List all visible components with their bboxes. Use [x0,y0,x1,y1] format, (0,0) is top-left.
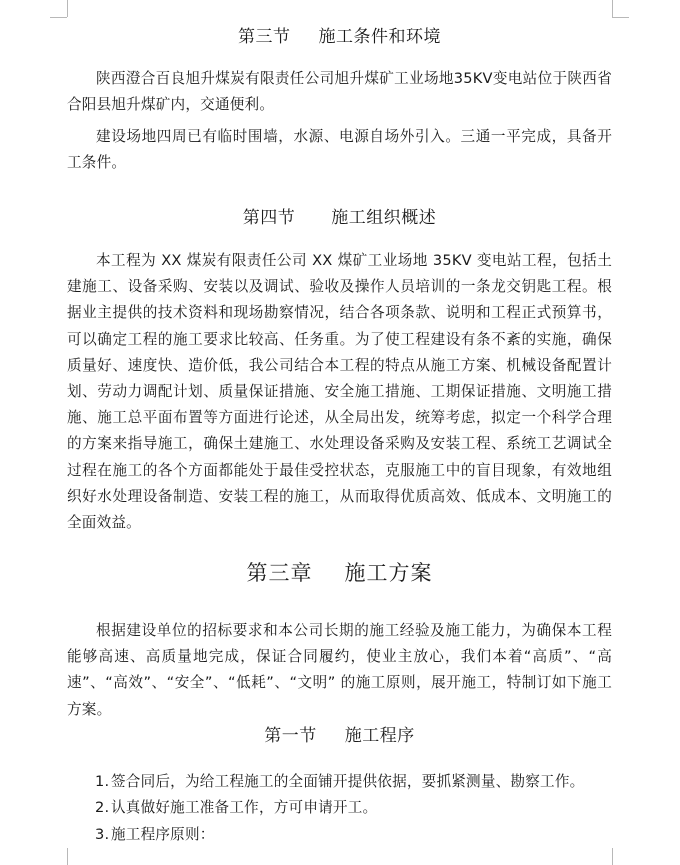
list-item-text: 认真做好施工准备工作，方可申请开工。 [111,799,378,817]
crop-mark-bottom-left [67,848,68,865]
crop-mark-top-left-horizontal [50,17,67,18]
crop-mark-bottom-right [612,848,613,865]
list-item [95,769,612,795]
section-title: 施工程序 [344,726,415,746]
section-label: 第四节 [242,208,296,228]
section-label: 第三节 [238,27,291,47]
paragraph-organization-overview: 本工程为 XX 煤炭有限责任公司 XX 煤矿工业场地 35KV 变电站工程，包括土建施工、设备采购、安装以及调试、验收及操作人员培训的一条龙交钥匙工程。根据业主提供的技术资料和现场勘察情况，结合各项条款、说明和工程正式预算书，可以确定工程的施工要求比较高、任务重。为了使工程建设有条不紊的实施，确保质量好、速度快、造价低，我公司结合本工程的特点从施工方案、机械设备配置计划、劳动力调配计划、质量保证措施、安全施工措施、工期保证措施、文明施工措施、施工总平面布置等方面进行论述，从全局出发，统筹考虑，拟定一个科学合理的方案来指导施工，确保土建施工、水处理设备采购及安装工程、系统工艺调试全过程在施工的各个方面都能处于最佳受控状态，克服施工中的盲目现象，有效地组织好水处理设备制造、安装工程的施工，从而取得优质高效、低成本、文明施工的全面效益。 [67,252,612,532]
crop-mark-top-right [612,0,613,17]
list-item-number: 2. [95,799,110,817]
list-item [95,795,612,821]
section-heading-conditions [67,22,612,47]
chapter-label: 第三章 [246,561,313,585]
section-label: 第一节 [264,726,317,746]
paragraph-construction-plan: 根据建设单位的招标要求和本公司长期的施工经验及施工能力，为确保本工程能够高速、高质量地完成，保证合同履约，使业主放心，我们本着“高质”、“高速”、“高效”、“安全”、“低耗”、“文明” 的施工原则，展开施工，特制订如下施工方案。 [67,622,612,718]
list-item-number: 1. [95,773,110,790]
list-item-text: 施工程序原则： [111,825,215,843]
section-title: 施工组织概述 [331,208,437,228]
chapter-heading [67,557,612,587]
section-heading-organization [67,203,612,228]
list-item-text: 签合同后，为给工程施工的全面铺开提供依据，要抓紧测量、勘察工作。 [111,773,585,790]
list-item [95,822,612,848]
crop-mark-top-left [67,0,68,17]
section-title: 施工条件和环境 [318,27,441,47]
chapter-title: 施工方案 [344,561,433,585]
paragraph-site-conditions: 建设场地四周已有临时围墙，水源、电源自场外引入。三通一平完成，具备开工条件。 [67,128,612,172]
crop-mark-top-right-horizontal [612,17,629,18]
paragraph-site-location: 陕西澄合百良旭升煤炭有限责任公司旭升煤矿工业场地35KV变电站位于陕西省合阳县旭升煤矿内，交通便利。 [67,70,612,114]
list-item-number: 3. [95,825,110,843]
procedure-list [95,769,612,848]
section-heading-procedure [67,721,612,746]
